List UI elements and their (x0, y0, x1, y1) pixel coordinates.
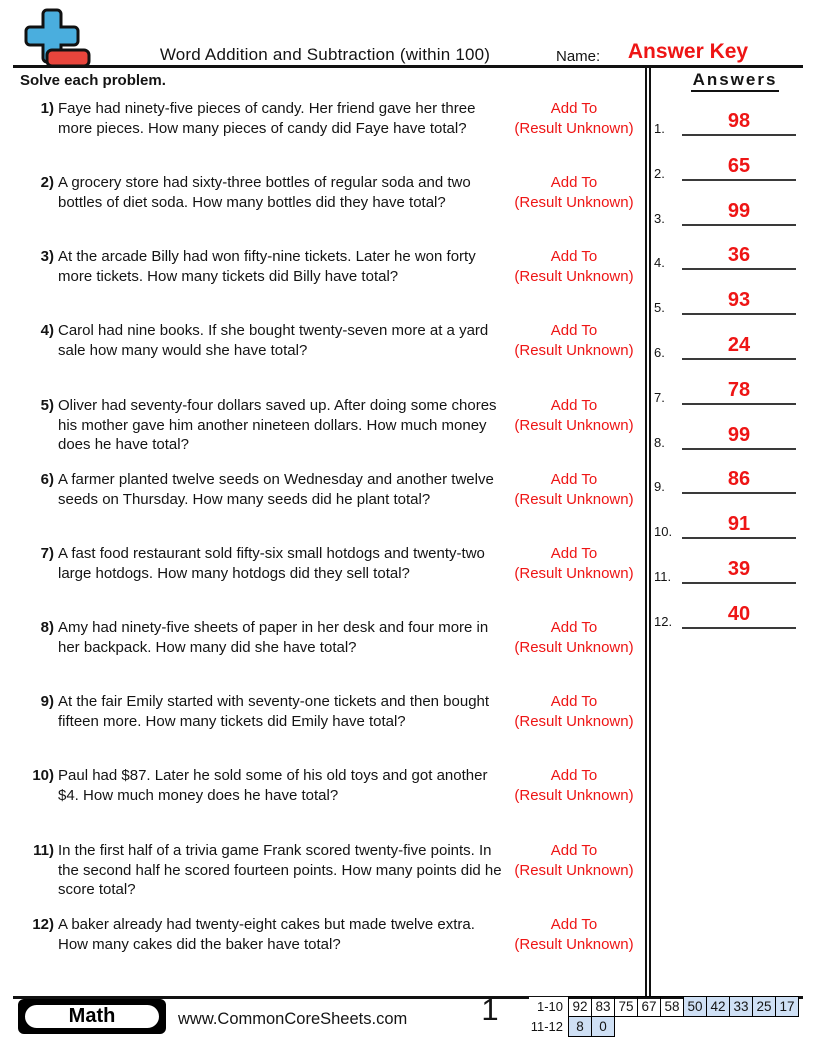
answer-value: 93 (727, 289, 751, 311)
answer-value: 99 (727, 200, 751, 222)
answer-row (654, 554, 796, 584)
answer-number: 12. (654, 614, 673, 629)
problem-type-line1: Add To (550, 322, 598, 339)
score-cell: 92 (569, 997, 592, 1017)
problem-text: A grocery store had sixty-three bottles of regular soda and two bottles of diet soda. How many bottles did they have total? (58, 174, 471, 211)
score-cell: 50 (684, 997, 707, 1017)
answer-row (654, 330, 796, 360)
problem-type-label (500, 173, 648, 212)
problem-number: 10) (32, 767, 54, 784)
problem-text: Oliver had seventy-four dollars saved up. After doing some chores his mother gave him another nineteen dollars. How much money does he have total? (58, 397, 497, 453)
answer-row (654, 420, 796, 450)
problem-text: At the fair Emily started with seventy-one tickets and then bought fifteen more. How many tickets did Emily have total? (58, 693, 490, 730)
problem-text: A baker already had twenty-eight cakes but made twelve extra. How many cakes did the baker have total? (58, 916, 475, 953)
problem-type-label (500, 841, 648, 880)
problem-type-line2: (Result Unknown) (514, 416, 634, 434)
problem-row (0, 766, 648, 805)
problem-text: Amy had ninety-five sheets of paper in her desk and four more in her backpack. How many did she have total? (58, 619, 489, 656)
name-value-answer-key: Answer Key (627, 40, 749, 63)
answer-value: 98 (727, 110, 751, 132)
problem-row (0, 618, 648, 657)
problem-type-line2: (Result Unknown) (514, 193, 634, 211)
problem-type-label (500, 396, 648, 435)
problem-type-line1: Add To (550, 619, 598, 636)
answer-number: 9. (654, 479, 665, 494)
problem-text: At the arcade Billy had won fifty-nine tickets. Later he won forty more tickets. How many tickets did Billy have total? (58, 248, 476, 285)
score-table (529, 996, 799, 1037)
problem-row (0, 470, 648, 509)
problem-type-line1: Add To (550, 545, 598, 562)
problem-text: Carol had nine books. If she bought twenty-seven more at a yard sale how many would she have total? (58, 322, 489, 359)
answer-row (654, 106, 796, 136)
score-cell: 75 (615, 997, 638, 1017)
answer-value: 91 (727, 513, 751, 535)
answer-number: 7. (654, 390, 665, 405)
answer-row (654, 151, 796, 181)
answer-row (654, 240, 796, 270)
problem-number: 6) (40, 471, 54, 488)
score-cell: 25 (753, 997, 776, 1017)
score-cell: 17 (776, 997, 799, 1017)
problem-type-line2: (Result Unknown) (514, 786, 634, 804)
score-cell: 0 (592, 1017, 615, 1037)
answers-title: Answers (660, 70, 810, 90)
problem-type-label (500, 915, 648, 954)
answer-number: 1. (654, 121, 665, 136)
answer-value: 39 (727, 558, 751, 580)
problem-row (0, 915, 648, 954)
score-cell: 42 (707, 997, 730, 1017)
problem-number: 5) (40, 397, 54, 414)
problem-row (0, 396, 648, 455)
problem-row (0, 247, 648, 286)
problem-number: 12) (32, 916, 54, 933)
answer-value: 65 (727, 155, 751, 177)
score-table-row (529, 1017, 799, 1037)
answer-value: 36 (727, 244, 751, 266)
problem-type-label (500, 544, 648, 583)
problem-type-line1: Add To (550, 471, 598, 488)
answer-value: 78 (727, 379, 751, 401)
problem-type-label (500, 99, 648, 138)
problem-type-line1: Add To (550, 100, 598, 117)
answer-number: 10. (654, 524, 673, 539)
problem-number: 9) (40, 693, 54, 710)
answer-value: 86 (727, 468, 751, 490)
answer-value: 24 (727, 334, 751, 356)
score-cell: 33 (730, 997, 753, 1017)
problem-text: In the first half of a trivia game Frank scored twenty-five points. In the second half he scored fourteen points. How many points did he score total? (58, 842, 502, 898)
answer-number: 8. (654, 435, 665, 450)
problem-number: 2) (40, 174, 54, 191)
problem-type-line2: (Result Unknown) (514, 935, 634, 953)
problem-type-label (500, 321, 648, 360)
answer-value: 99 (727, 424, 751, 446)
problem-row (0, 321, 648, 360)
problem-type-line1: Add To (550, 767, 598, 784)
problem-number: 3) (40, 248, 54, 265)
problem-type-line1: Add To (550, 693, 598, 710)
problem-type-label (500, 766, 648, 805)
problem-row (0, 544, 648, 583)
math-logo-icon (22, 8, 92, 70)
answer-number: 3. (654, 211, 665, 226)
problem-type-line2: (Result Unknown) (514, 564, 634, 582)
problem-row (0, 841, 648, 900)
problem-number: 11) (33, 842, 54, 859)
problem-text: Faye had ninety-five pieces of candy. Her friend gave her three more pieces. How many pieces of candy did Faye have total? (58, 100, 476, 137)
minus-icon (47, 50, 89, 66)
website-url: www.CommonCoreSheets.com (178, 1010, 408, 1028)
problem-text: A fast food restaurant sold fifty-six small hotdogs and twenty-two large hotdogs. How many hotdogs did they sell total? (58, 545, 485, 582)
score-cell: 83 (592, 997, 615, 1017)
problem-number: 4) (40, 322, 54, 339)
problem-type-line2: (Result Unknown) (514, 861, 634, 879)
answer-number: 11. (654, 569, 672, 584)
problem-number: 1) (40, 100, 54, 117)
problem-type-line1: Add To (550, 842, 598, 859)
problem-type-line2: (Result Unknown) (514, 119, 634, 137)
problem-text: A farmer planted twelve seeds on Wednesday and another twelve seeds on Thursday. How many seeds did he plant total? (58, 471, 494, 508)
answer-row (654, 464, 796, 494)
header-rule (13, 65, 803, 68)
score-cell: 8 (569, 1017, 592, 1037)
problem-type-line2: (Result Unknown) (514, 341, 634, 359)
math-badge (18, 999, 166, 1034)
answer-row (654, 599, 796, 629)
problem-type-line2: (Result Unknown) (514, 267, 634, 285)
problem-type-label (500, 692, 648, 731)
score-table-row (529, 997, 799, 1017)
answer-value: 40 (727, 603, 751, 625)
page-number: 1 (481, 992, 499, 1027)
problem-type-line1: Add To (550, 916, 598, 933)
problem-row (0, 173, 648, 212)
answer-row (654, 285, 796, 315)
problem-type-line1: Add To (550, 397, 598, 414)
problem-type-line2: (Result Unknown) (514, 712, 634, 730)
problem-text: Paul had $87. Later he sold some of his old toys and got another $4. How much money does he have total? (58, 767, 488, 804)
answer-row (654, 509, 796, 539)
score-row-label: 1-10 (529, 997, 569, 1017)
answer-number: 4. (654, 255, 665, 270)
problem-type-label (500, 470, 648, 509)
problem-number: 7) (40, 545, 54, 562)
problem-row (0, 99, 648, 138)
answer-row (654, 375, 796, 405)
problem-number: 8) (40, 619, 54, 636)
answer-number: 6. (654, 345, 665, 360)
problem-type-line2: (Result Unknown) (514, 638, 634, 656)
score-cell: 67 (638, 997, 661, 1017)
instructions-text: Solve each problem. (20, 72, 166, 89)
math-badge-label: Math (23, 1003, 161, 1030)
problem-type-label (500, 247, 648, 286)
problem-type-line1: Add To (550, 174, 598, 191)
problem-type-line1: Add To (550, 248, 598, 265)
problem-type-label (500, 618, 648, 657)
answer-number: 5. (654, 300, 665, 315)
answer-row (654, 196, 796, 226)
score-cell: 58 (661, 997, 684, 1017)
name-label: Name: (556, 48, 601, 65)
problem-type-line2: (Result Unknown) (514, 490, 634, 508)
worksheet-title: Word Addition and Subtraction (within 100) (159, 45, 491, 64)
score-row-label: 11-12 (529, 1017, 569, 1037)
problem-row (0, 692, 648, 731)
answer-number: 2. (654, 166, 665, 181)
